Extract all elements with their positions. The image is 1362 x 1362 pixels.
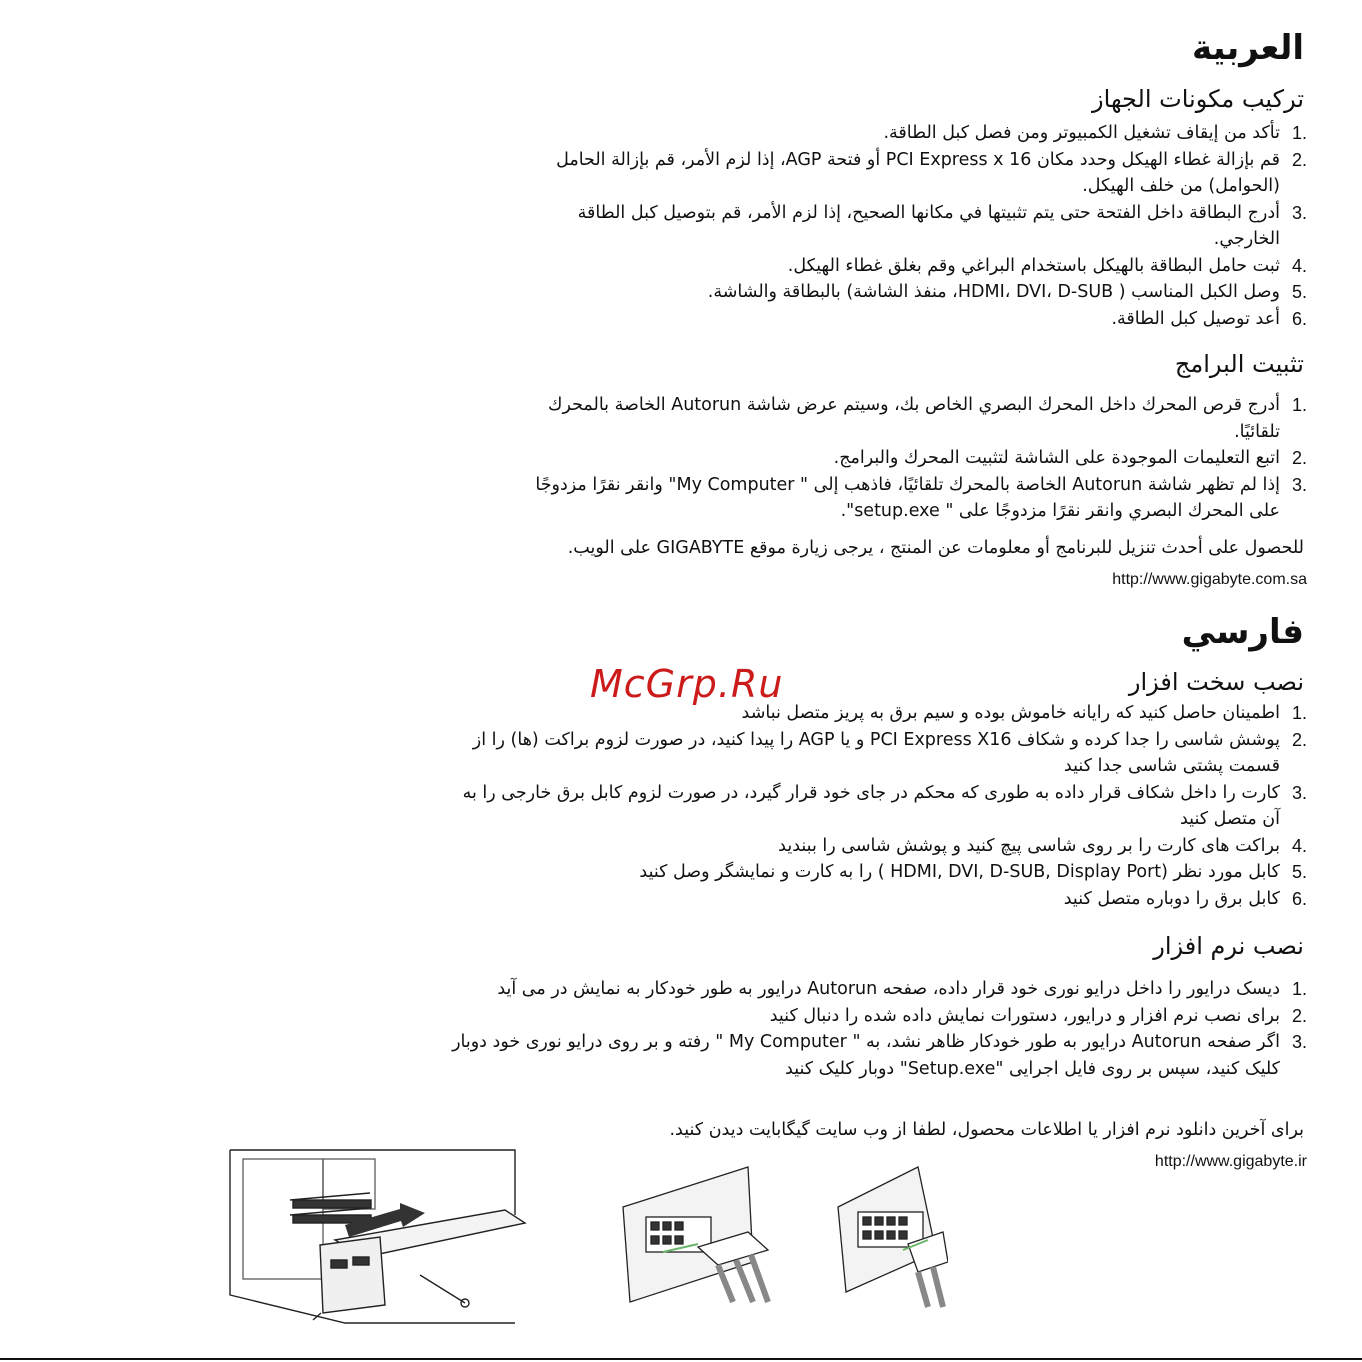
persian-language-title: فارسي xyxy=(1181,612,1304,652)
card-installation-illustration xyxy=(225,1145,530,1325)
persian-hardware-step: 2. پوشش شاسی را جدا کرده و شکاف PCI Express X16 و یا AGP را پیدا کنید، در صورت لزوم براکت (ها) را از قسمت پشتی شاسی جدا کنید xyxy=(472,729,1307,776)
arabic-software-step: 3. إذا لم تظهر شاشة Autorun الخاصة بالمحرك تلقائيًا، فاذهب إلى " My Computer" وانقر نقرًا مزدوجًا على المحرك البصري وانقر نقرًا مزدوجًا على " setup.exe". xyxy=(535,474,1307,521)
arabic-software-steps xyxy=(527,392,1307,525)
persian-website-url[interactable]: http://www.gigabyte.ir xyxy=(1154,1153,1307,1170)
persian-hardware-steps xyxy=(447,700,1307,912)
arabic-website-note: للحصول على أحدث تنزيل للبرنامج أو معلومات عن المنتج ، يرجى زيارة موقع GIGABYTE على الويب. xyxy=(567,538,1304,558)
persian-hardware-step: 4. براکت های کارت را بر روی شاسی پیچ کنید و پوشش شاسی را ببندید xyxy=(778,835,1307,856)
persian-software-title: نصب نرم افزار xyxy=(1153,932,1304,960)
arabic-hardware-step: 6. أعد توصيل كبل الطاقة. xyxy=(1111,308,1307,329)
arabic-software-step: 1. أدرج قرص المحرك داخل المحرك البصري الخاص بك، وسيتم عرض شاشة Autorun الخاصة بالمحرك تلقائيًا. xyxy=(548,395,1307,442)
arabic-software-step: 2. اتبع التعليمات الموجودة على الشاشة لتثبيت المحرك والبرامج. xyxy=(833,448,1307,468)
arabic-hardware-step: 5. وصل الكبل المناسب ( HDMI، DVI، D-SUB، منفذ الشاشة) بالبطاقة والشاشة. xyxy=(707,282,1307,302)
persian-software-step: 1. دیسک درایور را داخل درایو نوری خود قرار داده، صفحه Autorun درایور به طور خودکار به نمایش در می آید xyxy=(497,979,1307,999)
watermark-text: McGrp.Ru xyxy=(590,662,784,706)
arabic-hardware-step: 2. قم بإزالة غطاء الهيكل وحدد مكان PCI Express x 16 أو فتحة AGP، إذا لزم الأمر، قم بإزالة الحامل (الحوامل) من خلف الهيكل. xyxy=(556,149,1307,196)
arabic-software-title: تثبيت البرامج xyxy=(1174,350,1304,378)
persian-hardware-step: 5. کابل مورد نظر (HDMI, DVI, D-SUB, Display Port ) را به کارت و نمایشگر وصل کنید xyxy=(639,862,1307,882)
arabic-hardware-step: 3. أدرج البطاقة داخل الفتحة حتى يتم تثبيتها في مكانها الصحيح، إذا لزم الأمر، قم بتوصيل كبل الطاقة الخارجي. xyxy=(577,202,1307,249)
persian-software-steps xyxy=(447,976,1307,1082)
power-connector-illustration xyxy=(618,1162,948,1312)
persian-website-note: برای آخرین دانلود نرم افزار یا اطلاعات محصول، لطفا از وب سایت گیگابایت دیدن کنید. xyxy=(669,1120,1304,1140)
arabic-hardware-title: تركيب مكونات الجهاز xyxy=(1092,85,1304,113)
page-bottom-rule xyxy=(0,1358,1362,1360)
persian-hardware-step: 3. کارت را داخل شکاف قرار داده به طوری که محکم در جای خود قرار گیرد، در صورت لزوم کابل برق خارجی را به آن متصل کنید xyxy=(462,782,1307,829)
persian-hardware-step: 6. کابل برق را دوباره متصل کنید xyxy=(1063,888,1307,909)
arabic-hardware-steps xyxy=(547,120,1307,332)
arabic-hardware-step: 1. تأكد من إيقاف تشغيل الكمبيوتر ومن فصل كبل الطاقة. xyxy=(883,123,1307,143)
arabic-hardware-step: 4. ثبت حامل البطاقة بالهيكل باستخدام البراغي وقم بغلق غطاء الهيكل. xyxy=(787,255,1307,276)
persian-software-step: 2. برای نصب نرم افزار و درایور، دستورات نمایش داده شده را دنبال کنید xyxy=(769,1005,1307,1026)
persian-software-step: 3. اگر صفحه Autorun درایور به طور خودکار ظاهر نشد، به " My Computer " رفته و بر روی درایو نوری خود دوبار کلیک کنید، سپس بر روی فایل اجرایی "Setup.exe" دوبار کلیک کنید xyxy=(452,1032,1307,1079)
arabic-language-title: العربية xyxy=(1191,28,1304,68)
arabic-website-url[interactable]: http://www.gigabyte.com.sa xyxy=(1112,571,1307,588)
persian-hardware-step: 1. اطمینان حاصل کنید که رایانه خاموش بوده و سیم برق به پریز متصل نباشد xyxy=(741,703,1307,723)
persian-hardware-title: نصب سخت افزار xyxy=(1128,668,1304,696)
